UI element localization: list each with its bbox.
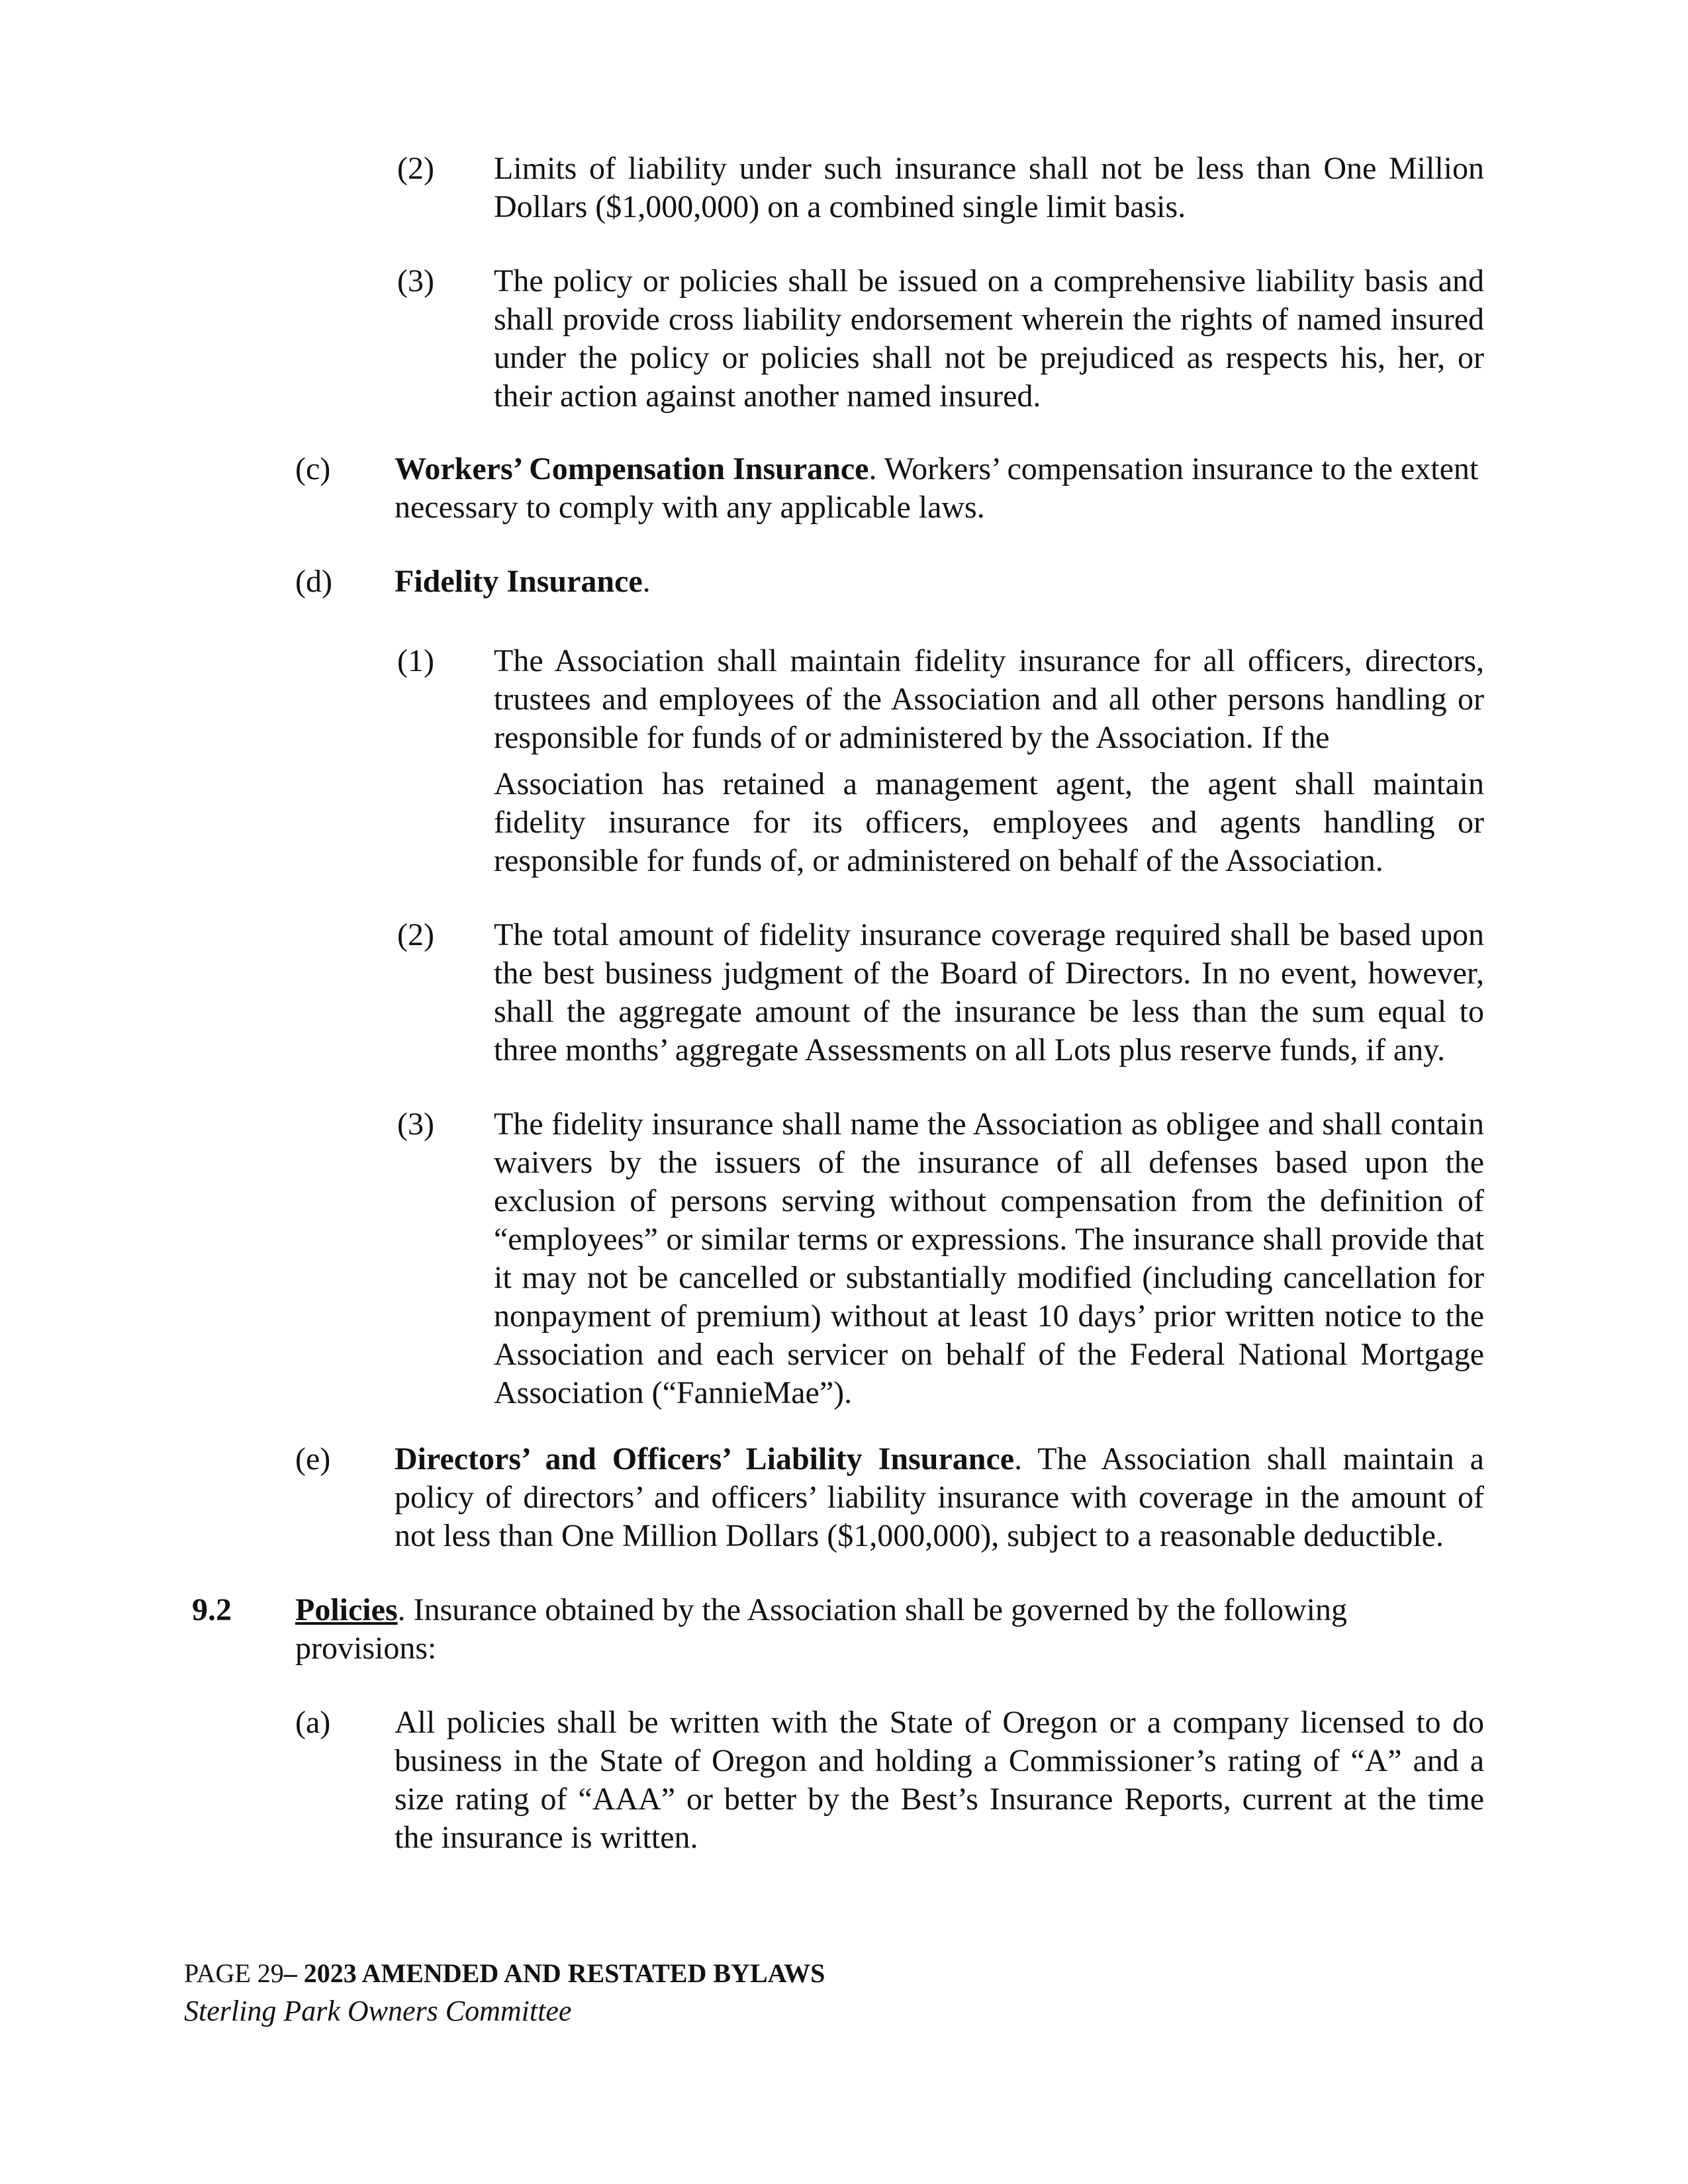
paragraph-workers-compensation [395, 450, 1484, 527]
item-number: (3) [397, 263, 434, 298]
item-letter: (d) [295, 564, 332, 599]
paragraph-fidelity-obligee: The fidelity insurance shall name the Association as obligee and shall contain waivers by the issuers of the insurance of all defenses based upon the exclusion of persons serving without compensation from the definition of “employees” or similar terms or expressions. The insurance shall provide that it may not be cancelled or substantially modified (including cancellation for nonpayment of premium) without at least 10 days’ prior written notice to the Association and each servicer on behalf of the Federal National Mortgage Association (“FannieMae”). [494, 1107, 1484, 1410]
paragraph-text: . Workers’ compensation insurance to the extent necessary to comply with any applicable laws. [395, 451, 1479, 525]
page-number: PAGE 29 [184, 1958, 284, 1988]
document-title: 2023 AMENDED AND RESTATED BYLAWS [303, 1958, 825, 1988]
item-number: (3) [397, 1107, 434, 1142]
item-number: (2) [397, 151, 434, 186]
paragraph-text: . Insurance obtained by the Association shall be governed by the following provisions: [295, 1592, 1347, 1666]
paragraph-text: . [642, 564, 651, 599]
footer-organization: Sterling Park Owners Committee [184, 1995, 572, 2027]
paragraph-policies-rating: All policies shall be written with the State of Oregon or a company licensed to do business in the State of Oregon and holding a Commissioner’s rating of “A” and a size rating of “AAA” or better by the Best’s Insurance Reports, current at the time the insurance is written. [395, 1705, 1484, 1855]
section-heading: Workers’ Compensation Insurance [395, 451, 869, 486]
item-number: (2) [397, 917, 434, 952]
footer-page-line [184, 1958, 825, 1989]
section-number: 9.2 [192, 1592, 232, 1627]
paragraph-fidelity-agent: Association has retained a management agent, the agent shall maintain fidelity insurance for its officers, employees and agents handling or responsible for funds of, or administered on behalf of the Association. [494, 766, 1484, 878]
paragraph-liability-limits: Limits of liability under such insurance shall not be less than One Million Dollars ($1,000,000) on a combined single limit basis. [494, 151, 1484, 224]
paragraph-directors-officers [395, 1440, 1484, 1555]
section-heading: Policies [295, 1592, 398, 1627]
paragraph-fidelity-amount: The total amount of fidelity insurance coverage required shall be based upon the best business judgment of the Board of Directors. In no event, however, shall the aggregate amount of the insurance be less than the sum equal to three months’ aggregate Assessments on all Lots plus reserve funds, if any. [494, 917, 1484, 1068]
paragraph-fidelity-maintain: The Association shall maintain fidelity insurance for all officers, directors, trustees and employees of the Association and all other persons handling or responsible for funds of or administered by the Association. If the [494, 643, 1484, 755]
paragraph-policies [295, 1591, 1484, 1668]
section-heading: Fidelity Insurance [395, 564, 643, 599]
paragraph-text: . The Association shall maintain a policy of directors’ and officers’ liability insurance with coverage in the amount of not less than One Million Dollars ($1,000,000), subject to a reasonable deductible. [395, 1441, 1484, 1553]
footer-dash: – [283, 1958, 304, 1988]
item-letter: (a) [295, 1705, 331, 1740]
paragraph-comprehensive-liability: The policy or policies shall be issued on a comprehensive liability basis and shall provide cross liability endorsement wherein the rights of named insured under the policy or policies shall not be prejudiced as respects his, her, or their action against another named insured. [494, 263, 1484, 414]
paragraph-fidelity-heading [395, 563, 1484, 601]
item-letter: (c) [295, 451, 331, 486]
item-letter: (e) [295, 1441, 331, 1477]
section-heading: Directors’ and Officers’ Liability Insurance [395, 1441, 1015, 1477]
item-number: (1) [397, 643, 434, 678]
